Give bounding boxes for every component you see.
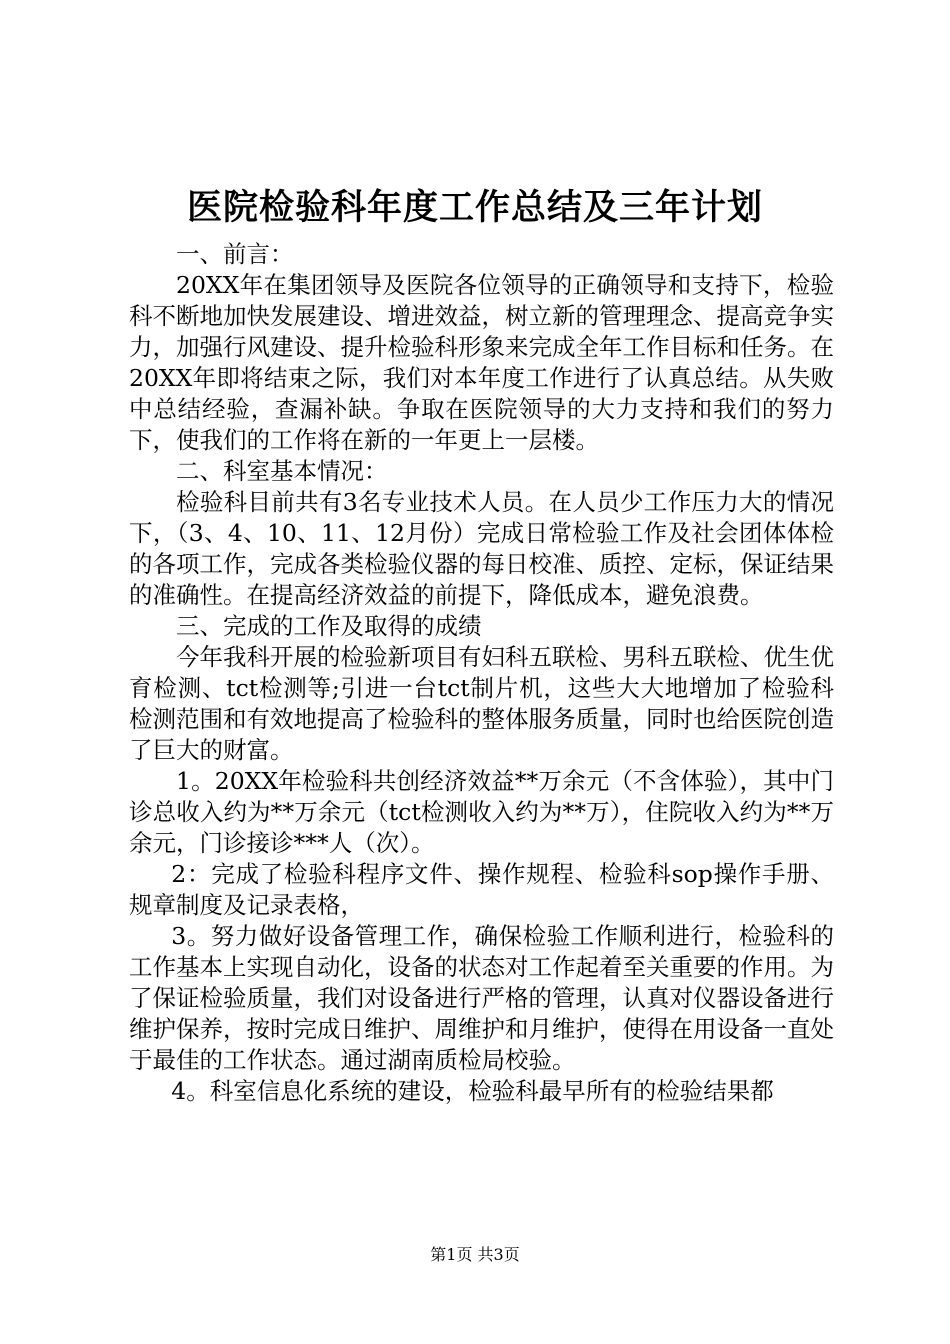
paragraph-new-projects: 今年我科开展的检验新项目有妇科五联检、男科五联检、优生优育检测、tct检测等;引进一台tct制片机，这些大大地增加了检验科检测范围和有效地提高了检验科的整体服务质量，同时也给医院创造了巨大的财富。 <box>129 643 834 764</box>
document-title: 医院检验科年度工作总结及三年计划 <box>186 187 763 228</box>
paragraph-department: 检验科目前共有3名专业技术人员。在人员少工作压力大的情况下，（3、4、10、11、12月份）完成日常检验工作及社会团体体检的各项工作，完成各类检验仪器的每日校准、质控、定标，保证结果的准确性。在提高经济效益的前提下，降低成本，避免浪费。 <box>129 488 834 609</box>
list-item-equipment: 3。努力做好设备管理工作，确保检验工作顺利进行，检验科的工作基本上实现自动化，设备的状态对工作起着至关重要的作用。为了保证检验质量，我们对设备进行严格的管理，认真对仪器设备进行维护保养，按时完成日维护、周维护和月维护，使得在用设备一直处于最佳的工作状态。通过湖南质检局校验。 <box>129 922 834 1074</box>
section-heading-department: 二、科室基本情况： <box>176 457 388 485</box>
document-body <box>129 239 834 1107</box>
list-item-economic-benefit: 1。20XX年检验科共创经济效益**万余元（不含体验），其中门诊总收入约为**万余元（tct检测收入约为**万），住院收入约为**万余元，门诊接诊***人（次）。 <box>129 767 834 857</box>
page-number: 第1页 共3页 <box>430 1245 520 1264</box>
section-heading-achievements: 三、完成的工作及取得的成绩 <box>176 612 482 640</box>
list-item-procedures: 2：完成了检验科程序文件、操作规程、检验科sop操作手册、规章制度及记录表格， <box>129 860 834 919</box>
list-item-information-system: 4。科室信息化系统的建设，检验科最早所有的检验结果都 <box>171 1077 774 1105</box>
paragraph-preface: 20XX年在集团领导及医院各位领导的正确领导和支持下，检验科不断地加快发展建设、增进效益，树立新的管理理念、提高竞争实力，加强行风建设、提升检验科形象来完成全年工作目标和任务。在20XX年即将结束之际，我们对本年度工作进行了认真总结。从失败中总结经验，查漏补缺。争取在医院领导的大力支持和我们的努力下，使我们的工作将在新的一年更上一层楼。 <box>129 271 834 454</box>
section-heading-preface: 一、前言： <box>176 240 294 268</box>
